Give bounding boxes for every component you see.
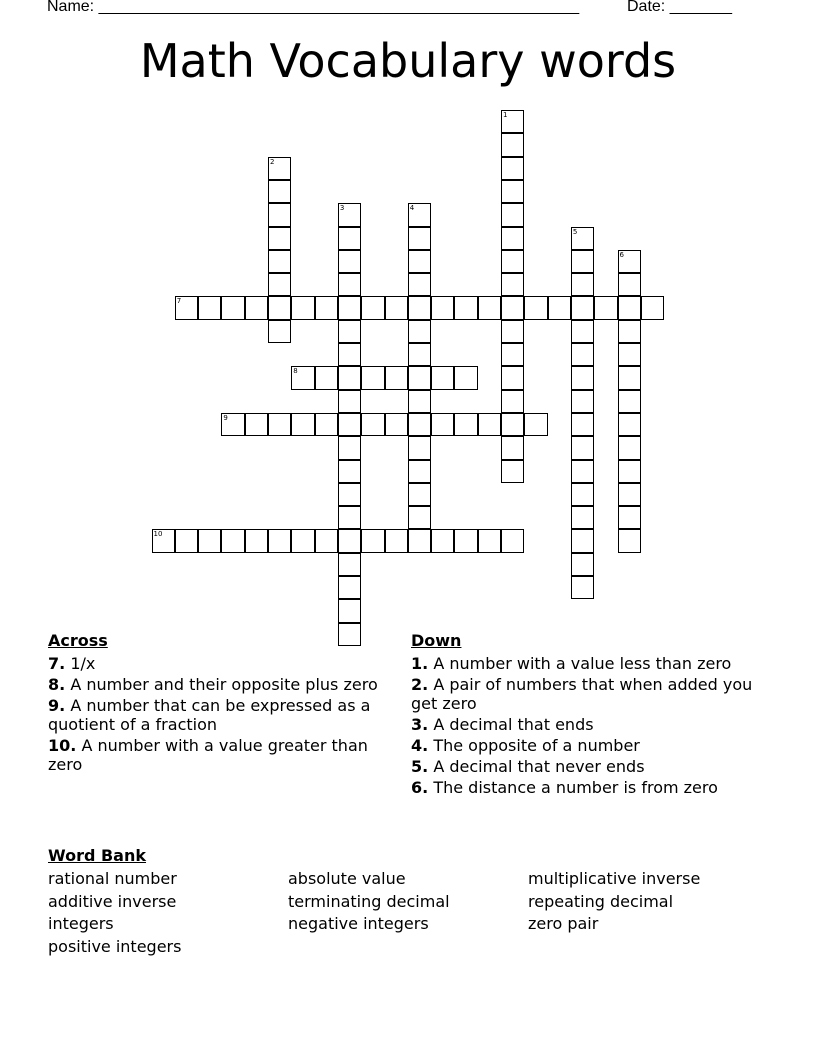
word-bank-item: additive inverse xyxy=(48,891,177,911)
across-clue-list xyxy=(48,654,400,776)
grid-cell[interactable] xyxy=(571,506,594,529)
cell-number: 6 xyxy=(619,250,624,259)
grid-cell[interactable] xyxy=(618,296,641,319)
grid-cell[interactable] xyxy=(571,250,594,273)
grid-cell[interactable] xyxy=(618,343,641,366)
cell-number: 9 xyxy=(223,413,228,422)
grid-cell[interactable] xyxy=(338,250,361,273)
grid-cell[interactable] xyxy=(152,529,175,552)
clue-item xyxy=(411,778,763,797)
grid-cell[interactable] xyxy=(338,296,361,319)
grid-cell[interactable] xyxy=(338,460,361,483)
grid-cell[interactable] xyxy=(571,436,594,459)
grid-cell[interactable] xyxy=(291,366,314,389)
grid-cell[interactable] xyxy=(501,250,524,273)
page-title: Math Vocabulary words xyxy=(139,34,677,88)
grid-cell[interactable] xyxy=(338,320,361,343)
clue-number: 4. xyxy=(411,736,429,755)
grid-cell[interactable] xyxy=(408,390,431,413)
grid-cell[interactable] xyxy=(338,366,361,389)
grid-cell[interactable] xyxy=(548,296,571,319)
grid-cell[interactable] xyxy=(594,296,617,319)
grid-cell[interactable] xyxy=(408,366,431,389)
clue-item xyxy=(48,654,400,673)
grid-cell[interactable] xyxy=(431,413,454,436)
grid-cell[interactable] xyxy=(478,413,501,436)
grid-cell[interactable] xyxy=(268,157,291,180)
grid-cell[interactable] xyxy=(408,506,431,529)
clue-text: A decimal that never ends xyxy=(433,757,645,776)
grid-cell[interactable] xyxy=(478,296,501,319)
grid-cell[interactable] xyxy=(431,529,454,552)
clue-item xyxy=(411,675,763,713)
word-bank-item: integers xyxy=(48,914,114,933)
clue-number: 1. xyxy=(411,654,429,673)
grid-cell[interactable] xyxy=(501,296,524,319)
clue-text: A number that can be expressed as a quotient of a fraction xyxy=(48,696,371,734)
grid-cell[interactable] xyxy=(221,529,244,552)
grid-cell[interactable] xyxy=(315,366,338,389)
grid-cell[interactable] xyxy=(268,203,291,226)
grid-cell[interactable] xyxy=(454,413,477,436)
grid-cell[interactable] xyxy=(385,366,408,389)
grid-cell[interactable] xyxy=(245,296,268,319)
grid-cell[interactable] xyxy=(408,203,431,226)
clue-text: A number with a value less than zero xyxy=(433,654,732,673)
grid-cell[interactable] xyxy=(408,436,431,459)
clue-number: 5. xyxy=(411,757,429,776)
grid-cell[interactable] xyxy=(408,343,431,366)
word-bank-item: multiplicative inverse xyxy=(528,869,701,888)
clue-number: 6. xyxy=(411,778,429,797)
grid-cell[interactable] xyxy=(501,227,524,250)
cell-number: 3 xyxy=(339,204,345,213)
grid-cell[interactable] xyxy=(501,110,524,133)
grid-cell[interactable] xyxy=(431,296,454,319)
grid-cell[interactable] xyxy=(268,180,291,203)
clue-text: A decimal that ends xyxy=(433,715,594,734)
grid-cell[interactable] xyxy=(501,273,524,296)
grid-cell[interactable] xyxy=(268,413,291,436)
cell-number: 4 xyxy=(409,204,415,213)
grid-cell[interactable] xyxy=(338,483,361,506)
grid-cell[interactable] xyxy=(268,250,291,273)
grid-cell[interactable] xyxy=(501,157,524,180)
cell-number: 2 xyxy=(270,157,275,166)
grid-cell[interactable] xyxy=(338,436,361,459)
word-bank-item: negative integers xyxy=(288,914,429,933)
clue-item xyxy=(48,696,400,734)
grid-cell[interactable] xyxy=(291,529,314,552)
grid-cell[interactable] xyxy=(175,529,198,552)
grid-cell[interactable] xyxy=(618,506,641,529)
grid-cell[interactable] xyxy=(501,390,524,413)
cell-number: 7 xyxy=(176,297,182,306)
grid-cell[interactable] xyxy=(408,413,431,436)
clue-text: A number and their opposite plus zero xyxy=(70,675,378,694)
grid-cell[interactable] xyxy=(571,483,594,506)
grid-cell[interactable] xyxy=(408,273,431,296)
grid-cell[interactable] xyxy=(338,203,361,226)
grid-cell[interactable] xyxy=(338,599,361,622)
cell-number: 1 xyxy=(503,111,508,119)
date-field: Date: _______ xyxy=(627,0,732,15)
grid-cell[interactable] xyxy=(385,296,408,319)
clue-text: 1/x xyxy=(70,654,96,673)
clue-number: 10. xyxy=(48,736,77,755)
grid-cell[interactable] xyxy=(198,529,221,552)
grid-cell[interactable] xyxy=(641,296,664,319)
grid-cell[interactable] xyxy=(524,296,547,319)
grid-cell[interactable] xyxy=(291,296,314,319)
grid-cell[interactable] xyxy=(618,250,641,273)
down-clue-list xyxy=(411,654,763,799)
grid-cell[interactable] xyxy=(571,320,594,343)
grid-cell[interactable] xyxy=(501,413,524,436)
clue-text: The opposite of a number xyxy=(433,736,640,755)
grid-cell[interactable] xyxy=(454,366,477,389)
grid-cell[interactable] xyxy=(571,390,594,413)
clue-number: 8. xyxy=(48,675,66,694)
down-heading: Down xyxy=(411,631,462,650)
grid-cell[interactable] xyxy=(501,460,524,483)
grid-cell[interactable] xyxy=(501,180,524,203)
clue-item xyxy=(48,736,400,774)
grid-cell[interactable] xyxy=(268,296,291,319)
clue-number: 2. xyxy=(411,675,429,694)
grid-cell[interactable] xyxy=(408,460,431,483)
grid-cell[interactable] xyxy=(291,413,314,436)
grid-cell[interactable] xyxy=(618,460,641,483)
cell-number: 5 xyxy=(572,227,578,236)
grid-cell[interactable] xyxy=(618,366,641,389)
grid-cell[interactable] xyxy=(618,413,641,436)
grid-cell[interactable] xyxy=(431,366,454,389)
grid-cell[interactable] xyxy=(571,553,594,576)
grid-cell[interactable] xyxy=(501,203,524,226)
grid-cell[interactable] xyxy=(361,529,384,552)
grid-cell[interactable] xyxy=(571,227,594,250)
clue-text: The distance a number is from zero xyxy=(433,778,718,797)
grid-cell[interactable] xyxy=(454,296,477,319)
grid-cell[interactable] xyxy=(478,529,501,552)
grid-cell[interactable] xyxy=(618,483,641,506)
clue-text: A pair of numbers that when added you get zero xyxy=(411,675,753,713)
grid-cell[interactable] xyxy=(338,576,361,599)
grid-cell[interactable] xyxy=(385,413,408,436)
grid-cell[interactable] xyxy=(338,553,361,576)
grid-cell[interactable] xyxy=(385,529,408,552)
grid-cell[interactable] xyxy=(524,413,547,436)
clue-item xyxy=(411,757,763,776)
word-bank-item: positive integers xyxy=(48,936,182,956)
grid-cell[interactable] xyxy=(175,296,198,319)
grid-cell[interactable] xyxy=(571,576,594,599)
across-heading: Across xyxy=(48,631,108,650)
clue-number: 7. xyxy=(48,654,66,673)
word-bank-item: rational number xyxy=(48,869,177,888)
grid-cell[interactable] xyxy=(361,366,384,389)
word-bank-item: terminating decimal xyxy=(288,891,450,911)
grid-cell[interactable] xyxy=(315,529,338,552)
grid-cell[interactable] xyxy=(315,296,338,319)
grid-cell[interactable] xyxy=(268,227,291,250)
grid-cell[interactable] xyxy=(245,529,268,552)
name-field: Name: ______________________________________________________ xyxy=(47,0,580,15)
grid-cell[interactable] xyxy=(408,529,431,552)
grid-cell[interactable] xyxy=(268,529,291,552)
grid-cell[interactable] xyxy=(338,506,361,529)
cell-number: 8 xyxy=(293,367,298,376)
grid-cell[interactable] xyxy=(454,529,477,552)
grid-cell[interactable] xyxy=(338,343,361,366)
grid-cell[interactable] xyxy=(501,529,524,552)
grid-cell[interactable] xyxy=(618,273,641,296)
grid-cell[interactable] xyxy=(501,436,524,459)
word-bank-item: repeating decimal xyxy=(528,891,674,911)
clue-item xyxy=(411,736,763,755)
grid-cell[interactable] xyxy=(408,250,431,273)
grid-cell[interactable] xyxy=(501,366,524,389)
word-bank-item: zero pair xyxy=(528,914,599,933)
grid-cell[interactable] xyxy=(618,529,641,552)
clue-item xyxy=(411,715,763,734)
grid-cell[interactable] xyxy=(501,320,524,343)
grid-cell[interactable] xyxy=(221,413,244,436)
grid-cell[interactable] xyxy=(338,273,361,296)
word-bank-column xyxy=(288,868,450,936)
grid-cell[interactable] xyxy=(268,273,291,296)
grid-cell[interactable] xyxy=(501,343,524,366)
word-bank-item: absolute value xyxy=(288,869,406,888)
grid-cell[interactable] xyxy=(408,483,431,506)
grid-cell[interactable] xyxy=(571,413,594,436)
grid-cell[interactable] xyxy=(571,366,594,389)
clue-number: 3. xyxy=(411,715,429,734)
grid-cell[interactable] xyxy=(245,413,268,436)
grid-cell[interactable] xyxy=(571,343,594,366)
grid-cell[interactable] xyxy=(571,460,594,483)
word-bank-column xyxy=(48,868,181,958)
grid-cell[interactable] xyxy=(315,413,338,436)
word-bank-heading: Word Bank xyxy=(48,846,147,865)
clue-number: 9. xyxy=(48,696,66,715)
grid-cell[interactable] xyxy=(198,296,221,319)
grid-cell[interactable] xyxy=(338,529,361,552)
grid-cell[interactable] xyxy=(618,436,641,459)
grid-cell[interactable] xyxy=(268,320,291,343)
clue-item xyxy=(411,654,763,673)
grid-cell[interactable] xyxy=(338,227,361,250)
grid-cell[interactable] xyxy=(618,320,641,343)
grid-cell[interactable] xyxy=(338,623,361,646)
clue-text: A number with a value greater than zero xyxy=(48,736,368,774)
grid-cell[interactable] xyxy=(221,296,244,319)
grid-cell[interactable] xyxy=(571,529,594,552)
grid-cell[interactable] xyxy=(571,296,594,319)
grid-cell[interactable] xyxy=(408,227,431,250)
grid-cell[interactable] xyxy=(338,413,361,436)
grid-cell[interactable] xyxy=(571,273,594,296)
grid-cell[interactable] xyxy=(408,296,431,319)
grid-cell[interactable] xyxy=(408,320,431,343)
clue-item xyxy=(48,675,400,694)
grid-cell[interactable] xyxy=(361,296,384,319)
grid-cell[interactable] xyxy=(618,390,641,413)
grid-cell[interactable] xyxy=(361,413,384,436)
cell-number: 10 xyxy=(153,530,163,539)
word-bank-column xyxy=(528,868,700,936)
grid-cell[interactable] xyxy=(501,133,524,156)
grid-cell[interactable] xyxy=(338,390,361,413)
